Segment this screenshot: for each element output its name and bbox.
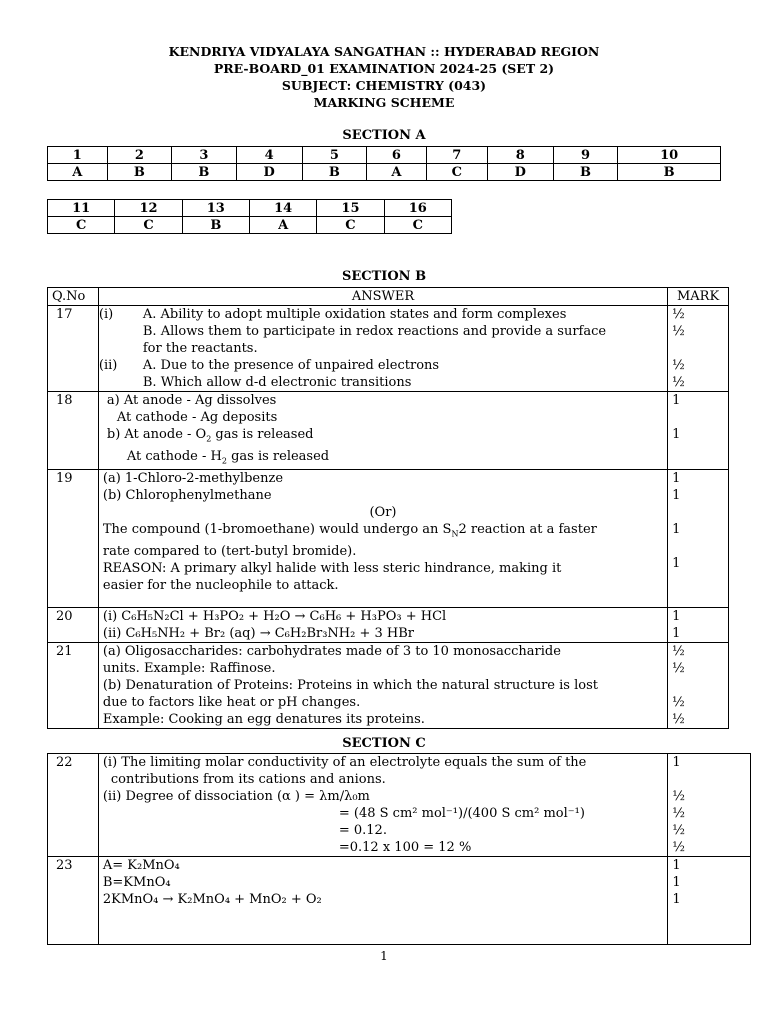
a-cell: B [172, 164, 237, 181]
answer-line: =0.12 x 100 = 12 % [338, 840, 472, 855]
question-number: 23 [48, 857, 99, 945]
answer-line: for the reactants. [142, 341, 258, 356]
answer-cell [98, 306, 667, 392]
mark-value: ½ [672, 789, 685, 804]
question-number: 17 [48, 306, 99, 392]
header-line3: SUBJECT: CHEMISTRY (043) [281, 78, 487, 93]
answer-line: The compound (1-bromoethane) would undergo an S [102, 522, 452, 538]
subscript: N [451, 529, 459, 539]
answer-line: = 0.12. [338, 823, 387, 838]
col-answer-header: ANSWER [98, 288, 667, 306]
answer-line: (b) Chlorophenylmethane [102, 488, 272, 504]
a-cell: B [107, 164, 172, 181]
answer-row [48, 164, 721, 181]
table-row [48, 306, 729, 392]
section-a-title: SECTION A [342, 128, 426, 143]
mark-value: ½ [672, 840, 685, 855]
table-row [48, 392, 729, 470]
document-header [0, 43, 768, 111]
answer-line: B=KMnO₄ [102, 875, 171, 890]
a-cell: B [182, 217, 249, 234]
answer-line: Example: Cooking an egg denatures its proteins. [102, 712, 425, 728]
part-label: (i) [98, 307, 114, 322]
mark-value: 1 [672, 471, 681, 487]
section-c-title: SECTION C [342, 736, 426, 751]
answer-line: At cathode - H [126, 448, 222, 464]
a-cell: B [618, 164, 721, 181]
mark-value: ½ [672, 695, 685, 711]
mark-value: ½ [672, 307, 685, 322]
question-number: 20 [48, 608, 99, 643]
q-cell: 12 [115, 200, 182, 217]
question-number: 22 [48, 754, 99, 857]
mark-value: ½ [672, 358, 685, 373]
question-number: 21 [48, 643, 99, 729]
mark-cell [668, 470, 729, 608]
a-cell: C [384, 217, 451, 234]
answer-cell [98, 857, 668, 945]
mark-value: ½ [672, 375, 685, 390]
q-cell: 14 [249, 200, 316, 217]
q-cell: 8 [487, 147, 553, 164]
answer-line: (a) Oligosaccharides: carbohydrates made of 3 to 10 monosaccharide [102, 644, 561, 660]
a-cell: A [249, 217, 316, 234]
mark-cell [668, 857, 751, 945]
answer-cell [98, 392, 667, 470]
table-row [48, 470, 729, 608]
mark-value: ½ [672, 823, 685, 838]
mark-value: ½ [672, 806, 685, 821]
answer-line: easier for the nucleophile to attack. [102, 577, 339, 593]
answer-line: B. Which allow d-d electronic transitions [142, 375, 412, 390]
table-row [48, 754, 751, 857]
mark-value: ½ [672, 644, 685, 660]
mark-value: 1 [672, 755, 681, 770]
q-cell: 11 [48, 200, 115, 217]
page-number: 1 [380, 949, 388, 963]
col-mark-header: MARK [668, 288, 729, 306]
question-number-row [48, 147, 721, 164]
q-cell: 15 [317, 200, 384, 217]
mark-cell [668, 643, 729, 729]
header-line4: MARKING SCHEME [313, 95, 455, 110]
section-a-answer-table-1 [47, 146, 721, 181]
a-cell: A [367, 164, 427, 181]
q-cell: 6 [367, 147, 427, 164]
mark-cell [668, 392, 729, 470]
a-cell: C [48, 217, 115, 234]
answer-line: (ii) Degree of dissociation (α ) = λm/λ₀m [102, 789, 370, 804]
or-separator: (Or) [369, 505, 397, 521]
q-cell: 5 [302, 147, 367, 164]
mark-value: 1 [672, 892, 681, 907]
section-b-table [47, 287, 729, 729]
mark-value: 1 [672, 609, 681, 625]
answer-line: (ii) C₆H₅NH₂ + Br₂ (aq) → C₆H₂Br₃NH₂ + 3 HBr [102, 626, 415, 642]
answer-line: A. Due to the presence of unpaired electrons [142, 358, 440, 373]
a-cell: C [115, 217, 182, 234]
answer-cell [98, 643, 667, 729]
answer-line: (b) Denaturation of Proteins: Proteins in which the natural structure is lost [102, 678, 598, 694]
answer-line: (i) C₆H₅N₂Cl + H₃PO₂ + H₂O → C₆H₆ + H₃PO₃ + HCl [102, 609, 447, 625]
mark-value: 1 [672, 556, 681, 572]
header-line2: PRE-BOARD_01 EXAMINATION 2024-25 (SET 2) [213, 61, 555, 76]
table-row [48, 857, 751, 945]
subscript: 2 [221, 456, 227, 466]
question-number-row [48, 200, 452, 217]
q-cell: 4 [236, 147, 302, 164]
answer-line: b) At anode - O [106, 427, 207, 442]
answer-cell [98, 608, 667, 643]
table-row [48, 608, 729, 643]
question-number: 19 [48, 470, 99, 608]
a-cell: C [426, 164, 487, 181]
a-cell: A [48, 164, 108, 181]
mark-value: 1 [672, 488, 681, 504]
answer-line: 2 reaction at a faster [458, 522, 597, 538]
mark-value: ½ [672, 661, 685, 677]
answer-line: 2KMnO₄ → K₂MnO₄ + MnO₂ + O₂ [102, 892, 322, 907]
subscript: 2 [206, 434, 212, 444]
answer-line: a) At anode - Ag dissolves [106, 393, 277, 408]
a-cell: D [487, 164, 553, 181]
mark-value: 1 [672, 522, 681, 538]
section-c-table [47, 753, 751, 945]
header-line1: KENDRIYA VIDYALAYA SANGATHAN :: HYDERABAD REGION [168, 44, 600, 59]
answer-line: REASON: A primary alkyl halide with less steric hindrance, making it [102, 560, 562, 576]
q-cell: 1 [48, 147, 108, 164]
mark-value: ½ [672, 324, 685, 339]
answer-line: = (48 S cm² mol⁻¹)/(400 S cm² mol⁻¹) [338, 806, 585, 821]
q-cell: 10 [618, 147, 721, 164]
answer-line: rate compared to (tert-butyl bromide). [102, 543, 357, 559]
answer-line: At cathode - Ag deposits [116, 410, 278, 425]
mark-value: 1 [672, 875, 681, 890]
question-number: 18 [48, 392, 99, 470]
table-row [48, 643, 729, 729]
col-qno-header: Q.No [48, 288, 99, 306]
answer-line: gas is released [211, 427, 314, 442]
q-cell: 7 [426, 147, 487, 164]
answer-line: units. Example: Raffinose. [102, 661, 276, 677]
mark-value: ½ [672, 712, 685, 728]
mark-value: 1 [672, 626, 681, 642]
section-b-title: SECTION B [341, 269, 427, 284]
section-a-answer-table-2 [47, 199, 452, 234]
a-cell: B [302, 164, 367, 181]
table-header-row [48, 288, 729, 306]
mark-value: 1 [672, 393, 681, 408]
q-cell: 16 [384, 200, 451, 217]
mark-cell [668, 608, 729, 643]
answer-line: B. Allows them to participate in redox reactions and provide a surface [142, 324, 607, 339]
answer-line: contributions from its cations and anions. [110, 772, 386, 787]
answer-line: A= K₂MnO₄ [102, 858, 180, 873]
answer-cell [98, 754, 668, 857]
a-cell: D [236, 164, 302, 181]
q-cell: 2 [107, 147, 172, 164]
q-cell: 9 [553, 147, 618, 164]
q-cell: 13 [182, 200, 249, 217]
answer-line: gas is released [226, 448, 330, 464]
mark-value: 1 [672, 858, 681, 873]
part-label: (ii) [98, 358, 118, 373]
answer-line: A. Ability to adopt multiple oxidation states and form complexes [142, 307, 567, 322]
answer-line: (i) The limiting molar conductivity of an electrolyte equals the sum of the [102, 755, 587, 770]
a-cell: B [553, 164, 618, 181]
mark-cell [668, 754, 751, 857]
a-cell: C [317, 217, 384, 234]
q-cell: 3 [172, 147, 237, 164]
answer-line: due to factors like heat or pH changes. [102, 695, 361, 711]
answer-line: (a) 1-Chloro-2-methylbenze [102, 471, 284, 487]
mark-cell [668, 306, 729, 392]
mark-value: 1 [672, 427, 681, 442]
answer-row [48, 217, 452, 234]
answer-cell [98, 470, 667, 608]
